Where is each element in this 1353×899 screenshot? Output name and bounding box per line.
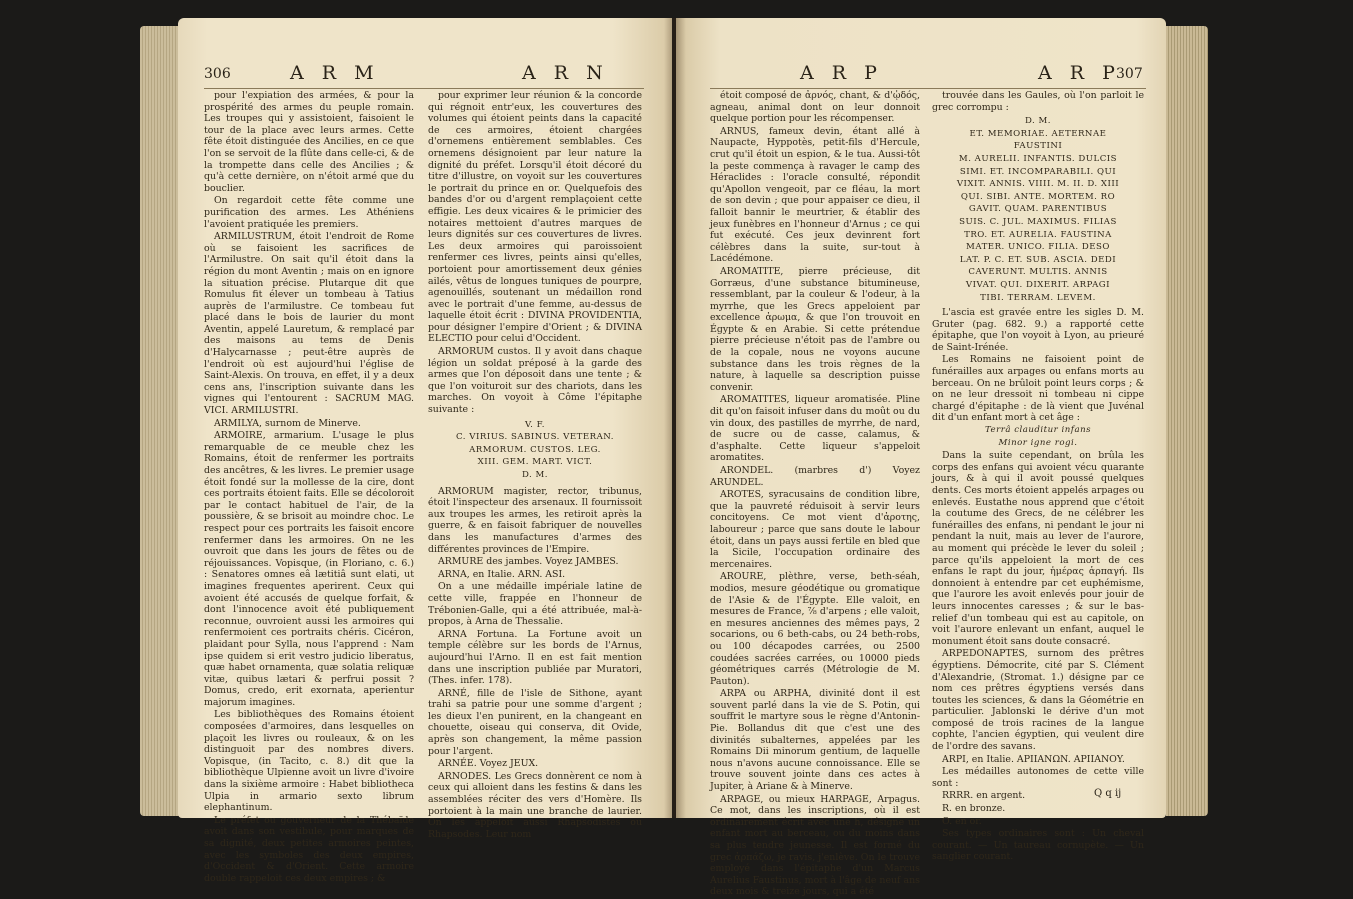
signature-mark: Q q ij [1094,788,1122,799]
left-column-1 [204,90,414,885]
paragraph: Les bibliothèques des Romains étoient composées d'armoires, dans lesquelles on plaçoit les livres ou rouleaux, & on les distinguoit par des nombres divers. Vopisque, (in Tacito, c. 8.) dit que la bibliothèque Ulpienne avoit un livre d'ivoire dans la sixième armoire : Habet bibliotheca Ulpia in armario sexto librum elephantinum. [204,709,414,814]
left-page [178,18,672,884]
paragraph: pour exprimer leur réunion & la concorde qui régnoit entr'eux, les couvertures des volumes qui étoient peints dans la capacité de ces armoires, étoient chargées d'ornemens entièrement semblables. Ces ornemens désignoient par leur nature la dignité du préfet. Lorsqu'il étoit décoré du titre d'illustre, on voyoit sur les couvertures le portrait du prince en or. Quelquefois des bandes d'or ou d'argent remplaçoient cette effigie. Les deux vicaires & le primicier des notaires mettoient d'autres marques de leurs dignités sur ces couvertures de livres. Les deux armoires qui paroissoient renfermer ces livres, peints ainsi qu'elles, portoient pour amortissement deux génies ailés, vêtus de longues tuniques de pourpre, agenouillés, soutenant un médaillon rond avec le portrait d'une femme, au-dessus de laquelle étoit écrit : DIVINA PROVIDENTIA, pour désigner l'empire d'Orient ; & DIVINA ELECTIO pour celui d'Occident. [428,90,642,345]
paragraph: AROTES, syracusains de condition libre, que la pauvreté réduisoit à servir leurs concitoyens. Ce mot vient d'ἀροτης, laboureur ; parce que sans doute le labour étoit, dans un pays aussi fertile en bled que la Sicile, l'occupation ordinaire des mercenaires. [710,489,920,570]
paragraph: ARMOIRE, armarium. L'usage le plus remarquable de ce meuble chez les Romains, étoit de renfermer les portraits des ancêtres, & les livres. Le premier usage étoit fondé sur la mollesse de la cire, dont ces portraits étoient faits. Elle se décoloroit par le contact habituel de l'air, de la poussière, & se brisoit au moindre choc. Le respect pour ces portraits les faisoit encore renfermer dans les armoires. On ne les ouvroit que dans les jours de fêtes ou de réjouissances. Vopisque, (in Floriano, c. 6.) : Senatores omnes eâ lætitiâ sunt elati, ut imagines frequentes aperirent. Ceux qui avoient été accusés de quelque forfait, & dont l'innocence avoit été publiquement reconnue, ouvroient aussi les armoires qui renfermoient ces portraits chéris. Cicéron, plaidant pour Sylla, nous l'apprend : Nam ipse quidem si erit vestro judicio liberatus, quæ habet ornamenta, quæ solatia reliquæ vitæ, quibus lætari & perfrui possit ? Domus, credo, erit exornata, aperientur majorum imagines. [204,430,414,708]
paragraph: ARNODES. Les Grecs donnèrent ce nom à ceux qui alloient dans les festins & dans les assemblées réciter des vers d'Homère. Ils portoient à la main une branche de laurier. On les appeloit aussi Rhapsodistes ou Rhapsodes. Leur nom [428,770,642,840]
inscription-line: M. AURELII. INFANTIS. DULCIS [958,153,1118,164]
inscription-block [428,420,642,482]
paragraph: Les Romains ne faisoient point de funérailles aux arpages ou enfans morts au berceau. On ne brûloit point leurs corps ; & on ne leur dressoit ni tombeau ni cippe chargé d'épitaphe : de là vient que Juvénal dit d'un enfant mort à cet âge : [932,354,1144,424]
paragraph: On a une médaille impériale latine de cette ville, frappée en l'honneur de Trébonien-Galle, qui a été attribuée, mal-à-propos, à Arna de Thessalie. [428,581,642,628]
inscription-line: SUIS. C. JUL. MAXIMUS. FILIAS [959,216,1117,227]
right-page [676,18,1166,898]
page-number-left: 306 [204,66,231,82]
paragraph: ARNA Fortuna. La Fortune avoit un temple célèbre sur les bords de l'Arnus, aujourd'hui l'Arno. Il en est fait mention dans une inscription publiée par Muratori, (Thes. infer. 178). [428,628,642,687]
paragraph: Les médailles autonomes de cette ville sont : [932,766,1144,789]
paragraph: pour l'expiation des armées, & pour la prospérité des armes du peuple romain. Les troupes qui y assistoient, faisoient le tour de la place avec leurs armes. Cette fête étoit distinguée des Ancilies, en ce que l'on se servoit de la flûte dans celle-ci, & de la trompette dans celle des Ancilies ; & qu'à cette dernière, on n'étoit armé que du bouclier. [204,90,414,194]
inscription-line: CAVERUNT. MULTIS. ANNIS [968,267,1108,278]
paragraph: étoit composé de ἀρνός, chant, & d'ᾠδός, agneau, animal dont on leur donnoit quelque portion pour les récompenser. [710,90,920,125]
paragraph: Ses types ordinaires sont : Un cheval courant. — Un taureau cornupète. — Un sanglier courant. [932,828,1144,863]
header-rule-left [204,88,644,89]
paragraph: ARNÉ, fille de l'isle de Sithone, ayant trahi sa patrie pour une somme d'argent ; les dieux l'en punirent, en la changeant en chouette, oiseau qui conserva, dit Ovide, après son changement, la même passion pour l'argent. [428,687,642,757]
paragraph: ARNÉE. Voyez JEUX. [438,758,539,770]
inscription-line: ARMORUM. CUSTOS. LEG. [469,444,601,455]
paragraph: ARPA ou ARPHA, divinité dont il est souvent parlé dans la vie de S. Potin, qui souffrit le martyre sous le règne d'Antonin-Pie. Bollandus dit que c'est une des divinités subalternes, appelées par les Romains Dii minorum gentium, de laquelle nous n'avons aucune connoissance. Elle se trouve souvent jointe dans ces actes à Jupiter, à Ariane & à Minerve. [710,688,920,793]
book-gutter [664,18,686,818]
paragraph: ARPAGE, ou mieux HARPAGE, Arpagus. Ce mot, dans les inscriptions, où il est ordinairement écrit avec une h, désigne un enfant mort au berceau, ou du moins dans sa plus tendre jeunesse. Il est formé du grec ἁρπάζω, je ravis, j'enlève. On le trouve employé dans l'épitaphe d'un Marcus Aurelius Faustinus, mort à l'âge de neuf ans deux mois & treize jours, qui a été [710,793,920,898]
inscription-line: ET. MEMORIAE. AETERNAE [969,128,1107,139]
paragraph: R. en bronze. [942,803,1006,815]
paragraph: ARMILUSTRUM, étoit l'endroit de Rome où se faisoient les sacrifices de l'Armilustre. On sait qu'il étoit dans la région du mont Aventin ; mais on en ignore la situation précise. Plutarque dit que Romulus fit élever un tombeau à Tatius auprès de l'armilustre. Ce tombeau fut placé dans le bois de laurier du mont Aventin, appelé Lauretum, & remplacé par des maisons au tems de Denis d'Halycarnasse ; peut-être auprès de l'endroit où est aujourd'hui l'église de Saint-Alexis. On trouva, en effet, il y a deux cens ans, l'inscription suivante dans les vignes qui l'entourent : SACRUM MAG. VICI. ARMILUSTRI. [204,231,414,417]
inscription-line: FAUSTINI [1013,141,1063,152]
verse-line: Terrâ clauditur infans [984,425,1092,436]
paragraph: Dans la suite cependant, on brûla les corps des enfans qui avoient vécu quarante jours, & à qui il avoit poussé quelques dents. Ces morts étoient appelés arpages ou enlevés. Eustathe nous apprend que c'étoit la coutume des Grecs, de ne célébrer les funérailles des enfans, ni pendant le jour ni pendant la nuit, mais au lever de l'aurore, au moment qui précède le lever du soleil ; parce qu'ils appeloient la mort de ces enfans le rapt du jour, ἡμέρας ἁρπαγή. Ils donnoient à entendre par cet euphémisme, que l'aurore les avoit enlevés pour jouir de leurs innocentes caresses ; & sur le bas-relief d'un tombeau qui est au capitole, on voit l'aurore enlevant un enfant, auquel le monument étoit sans doute consacré. [932,450,1144,647]
paragraph: ARPI, en Italie. APIIANΩN. APIIANOY. [942,753,1125,765]
paragraph: ARNA, en Italie. ARN. ASI. [438,568,566,580]
inscription-line: D. M. [1024,116,1052,127]
inscription-line: C. VIRIUS. SABINUS. VETERAN. [456,432,614,443]
paragraph: Le préfet ou gouverneur de la Thébaïde avoit dans son vestibule, pour marques de sa dignité, deux petites armoires peintes, avec les symboles des deux empires, d'Occident & d'Orient. Cette armoire double rappeloit ces deux empires ; & [204,814,414,884]
paragraph: ARMURE des jambes. Voyez JAMBES. [438,556,619,568]
right-column-1 [710,90,920,899]
left-column-2 [428,90,642,841]
inscription-line: GAVIT. QUAM. PARENTIBUS [968,204,1108,215]
paragraph: O. en or. [942,815,982,827]
inscription-line: XIII. GEM. MART. VICT. [477,457,593,468]
paragraph: trouvée dans les Gaules, où l'on parloit le grec corrompu : [932,90,1144,113]
paragraph: ARMORUM custos. Il y avoit dans chaque légion un soldat préposé à la garde des armes que l'on déposoit dans une tente ; & que l'on voituroit sur des chariots, dans les marches. On voyoit à Côme l'épitaphe suivante : [428,346,642,416]
running-head-right-1: A R P [800,62,883,84]
running-head-left-1: A R M [290,62,380,84]
inscription-line: TIBI. TERRAM. LEVEM. [980,292,1096,303]
page-number-right: 307 [1116,66,1143,82]
inscription-line: QUI. SIBI. ANTE. MORTEM. RO [960,191,1116,202]
paragraph: AROURE, plèthre, verse, beth-séah, modios, mesure géodétique ou gromatique de l'Asie & de l'Égypte. Elle valoit, en mesures de France, ⅞ d'arpens ; elle valoit, en mesures anciennes des mêmes pays, 2 socarions, ou 6 beth-cabs, ou 24 beth-robs, ou 100 décapodes carrées, ou 2500 coudées sacrées carrées, ou 10000 pieds géométriques carrés (Métrologie de M. Pauton). [710,571,920,687]
paragraph: On regardoit cette fête comme une purification des armes. Les Athéniens l'avoient pratiquée les premiers. [204,195,414,230]
inscription-line: TRO. ET. AURELIA. FAUSTINA [964,229,1112,240]
header-rule-right [710,88,1146,89]
inscription-line: VIVAT. QUI. DIXERIT. ARPAGI [965,279,1111,290]
inscription-line: MATER. UNICO. FILIA. DESO [966,242,1110,253]
book-edge-right [1166,26,1208,816]
paragraph: L'ascia est gravée entre les sigles D. M. Gruter (pag. 682. 9.) a rapporté cette épitaphe, que l'on voyoit à Lyon, au prieuré de Saint-Irénée. [932,307,1144,353]
paragraph: ARMILYA, surnom de Minerve. [214,417,361,429]
inscription-line: VIXIT. ANNIS. VIIII. M. II. D. XIII [956,179,1120,190]
paragraph: ARNUS, fameux devin, étant allé à Naupacte, Hyppotès, petit-fils d'Hercule, crut qu'il étoit un espion, & le tua. Aussi-tôt la peste commença à ravager le camp des Héraclides : l'oracle consulté, répondit qu'Apollon vengeoit, par ce fléau, la mort de son devin ; que pour appaiser ce dieu, il falloit bannir le meurtrier, & établir des jeux funèbres en l'honneur d'Arnus ; ce qui fut exécuté. Ces jeux devinrent fort célèbres dans la suite, sur-tout à Lacédémone. [710,125,920,265]
paragraph: ARONDEL. (marbres d') Voyez ARUNDEL. [710,465,920,488]
paragraph: ARPEDONAPTES, surnom des prêtres égyptiens. Démocrite, cité par S. Clément d'Alexandrie, (Stromat. 1.) désigne par ce nom ces prêtres égyptiens versés dans toutes les sciences, & dans la Géométrie en particulier. Jablonski le dérive d'un mot composé de trois racines de la langue cophte, l'ancien égyptien, qui veulent dire de l'ordre des savans. [932,648,1144,753]
inscription-block [932,116,1144,304]
paragraph: ARMORUM magister, rector, tribunus, étoit l'inspecteur des arsenaux. Il fournissoit aux troupes les armes, les retiroit après la guerre, & en faisoit fabriquer de nouvelles dans les manufactures d'armes des différentes provinces de l'Empire. [428,485,642,555]
inscription-line: SIMI. ET. INCOMPARABILI. QUI [959,166,1117,177]
running-head-left-2: A R N [522,62,609,84]
inscription-line: D. M. [521,470,549,480]
book-edge-left [140,26,180,816]
paragraph: RRRR. en argent. [942,790,1026,802]
verse-line: Minor igne rogi. [998,437,1078,448]
right-column-2 [932,90,1144,864]
inscription-line: LAT. P. C. ET. SUB. ASCIA. DEDI [959,254,1117,265]
paragraph: AROMATITES, liqueur aromatisée. Pline dit qu'on faisoit infuser dans du moût ou du vin doux, des pastilles de myrrhe, de nard, de sucre ou de casse, calamus, & d'asphalte. Cette liqueur s'appeloit aromatites. [710,394,920,464]
running-head-right-2: A R P [1038,62,1121,84]
inscription-line: V. F. [524,419,546,430]
paragraph: AROMATITE, pierre précieuse, dit Gorræus, d'une substance bitumineuse, ressemblant, par la couleur & l'odeur, à la myrrhe, que les Grecs appeloient par excellence ἀρωμα, & que l'on trouvoit en Égypte & en Arabie. Si cette prétendue pierre précieuse n'étoit pas de l'ambre ou de la copale, nous ne voyons aucune substance dans les trois règnes de la nature, à laquelle sa description puisse convenir. [710,265,920,393]
